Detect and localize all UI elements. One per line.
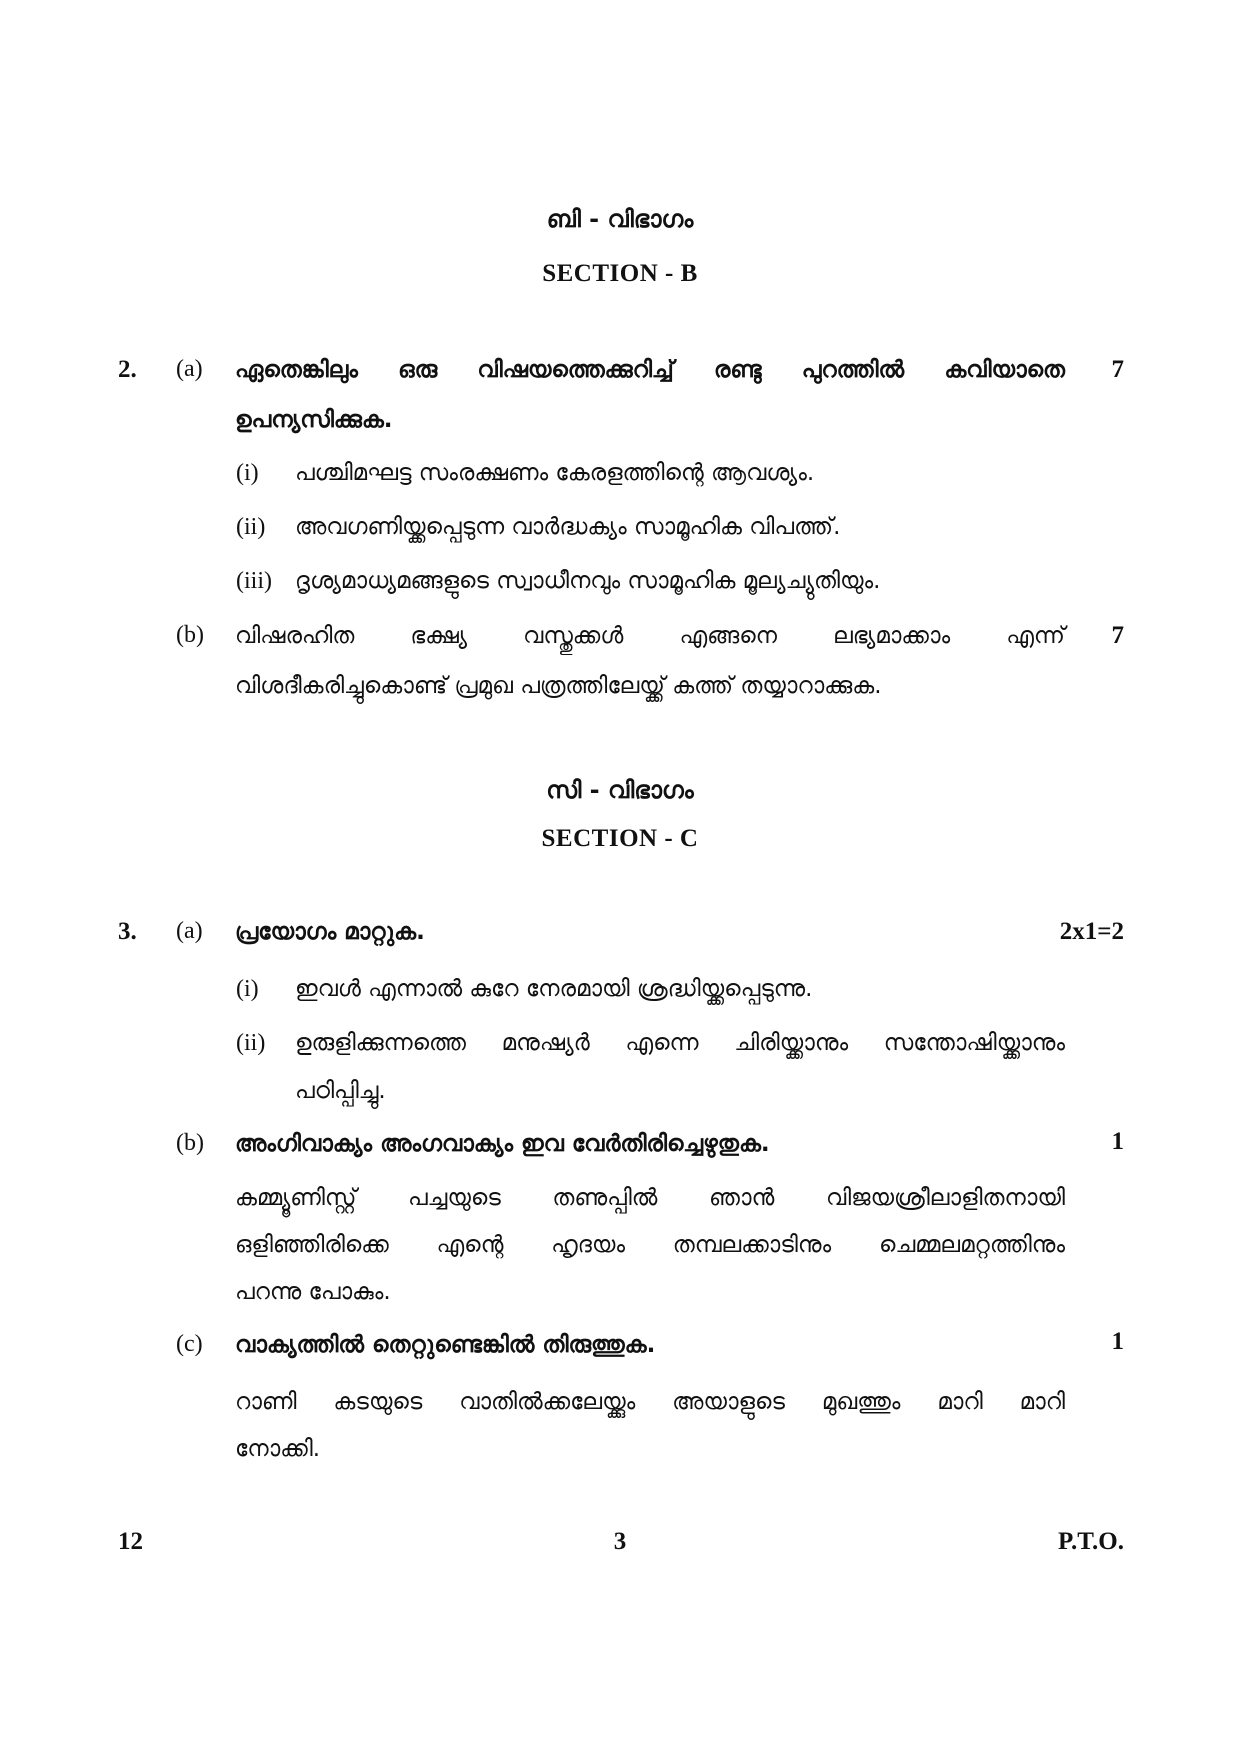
question-3c-marks: 1 <box>1111 1328 1124 1355</box>
option-3a-ii-text-line2: പഠിപ്പിച്ചു. <box>295 1078 386 1104</box>
footer-pto: P.T.O. <box>1058 1528 1124 1555</box>
question-3c-label: (c) <box>176 1331 203 1357</box>
option-2a-ii-text: അവഗണിയ്ക്കപ്പെടുന്ന വാർദ്ധക്യം സാമൂഹിക വിപത്ത്. <box>295 514 841 540</box>
question-2-number: 2. <box>118 356 137 383</box>
question-3-number: 3. <box>118 918 137 945</box>
question-3a-marks: 2x1=2 <box>1059 918 1124 945</box>
question-3c-text: വാക്യത്തിൽ തെറ്റുണ്ടെങ്കിൽ തിരുത്തുക. <box>235 1332 656 1358</box>
question-2b-text-line2: വിശദീകരിച്ചുകൊണ്ട് പ്രമുഖ പത്രത്തിലേയ്ക്ക് കത്ത് തയ്യാറാക്കുക. <box>235 673 882 699</box>
question-3c-passage-line2: നോക്കി. <box>235 1436 321 1462</box>
question-2a-label: (a) <box>176 356 203 382</box>
option-2a-iii-label: (iii) <box>236 568 272 594</box>
question-3b-marks: 1 <box>1111 1128 1124 1155</box>
option-2a-iii-text: ദൃശ്യമാധ്യമങ്ങളുടെ സ്വാധീനവും സാമൂഹിക മൂല്യച്യുതിയും. <box>295 568 881 594</box>
option-2a-ii-label: (ii) <box>236 514 266 540</box>
option-3a-i-text: ഇവൾ എന്നാൽ കുറേ നേരമായി ശ്രദ്ധിയ്ക്കപ്പെടുന്നു. <box>295 976 813 1002</box>
option-2a-i-text: പശ്ചിമഘട്ട സംരക്ഷണം കേരളത്തിന്റെ ആവശ്യം. <box>295 460 815 486</box>
footer-page-number: 3 <box>613 1528 627 1555</box>
section-b-heading-en: SECTION - B <box>542 260 698 287</box>
question-2b-label: (b) <box>176 622 204 648</box>
question-3b-label: (b) <box>176 1130 204 1156</box>
question-2a-marks: 7 <box>1111 356 1124 383</box>
option-3a-i-label: (i) <box>236 976 259 1002</box>
question-3b-passage-line2: ഒളിഞ്ഞിരിക്കെ എന്റെ ഹൃദയം തമ്പലക്കാടിനും ചെമ്മലമറ്റത്തിനും <box>235 1232 1065 1258</box>
question-3b-text: അംഗിവാക്യം അംഗവാക്യം ഇവ വേർതിരിച്ചെഴുതുക. <box>235 1131 770 1157</box>
option-3a-ii-label: (ii) <box>236 1030 266 1056</box>
question-2b-text-line1: വിഷരഹിത ഭക്ഷ്യ വസ്തുക്കൾ എങ്ങനെ ലഭ്യമാക്കാം എന്ന് <box>235 623 1065 649</box>
question-3c-passage-line1: റാണി കടയുടെ വാതിൽക്കലേയ്ക്കും അയാളുടെ മുഖത്തും മാറി മാറി <box>235 1389 1065 1415</box>
question-3a-label: (a) <box>176 918 203 944</box>
option-2a-i-label: (i) <box>236 460 259 486</box>
question-3a-text: പ്രയോഗം മാറ്റുക. <box>235 919 425 945</box>
question-3b-passage-line3: പറന്നു പോകും. <box>235 1279 391 1305</box>
section-b-heading-ml: ബി - വിഭാഗം <box>546 205 694 233</box>
question-2b-marks: 7 <box>1111 622 1124 649</box>
question-2a-text-line1: ഏതെങ്കിലും ഒരു വിഷയത്തെക്കുറിച്ച് രണ്ടു പുറത്തിൽ കവിയാതെ <box>235 357 1065 383</box>
option-3a-ii-text-line1: ഉരുളിക്കുന്നത്തെ മനുഷ്യർ എന്നെ ചിരിയ്ക്കാനും സന്തോഷിയ്ക്കാനും <box>295 1030 1065 1056</box>
section-c-heading-en: SECTION - C <box>541 825 699 852</box>
footer-paper-code: 12 <box>118 1528 143 1555</box>
question-2a-text-line2: ഉപന്യസിക്കുക. <box>235 407 393 433</box>
question-3b-passage-line1: കമ്മ്യൂണിസ്റ്റ് പച്ചയുടെ തണുപ്പിൽ ഞാൻ വിജയശ്രീലാളിതനായി <box>235 1185 1065 1211</box>
section-c-heading-ml: സി - വിഭാഗം <box>546 776 694 804</box>
